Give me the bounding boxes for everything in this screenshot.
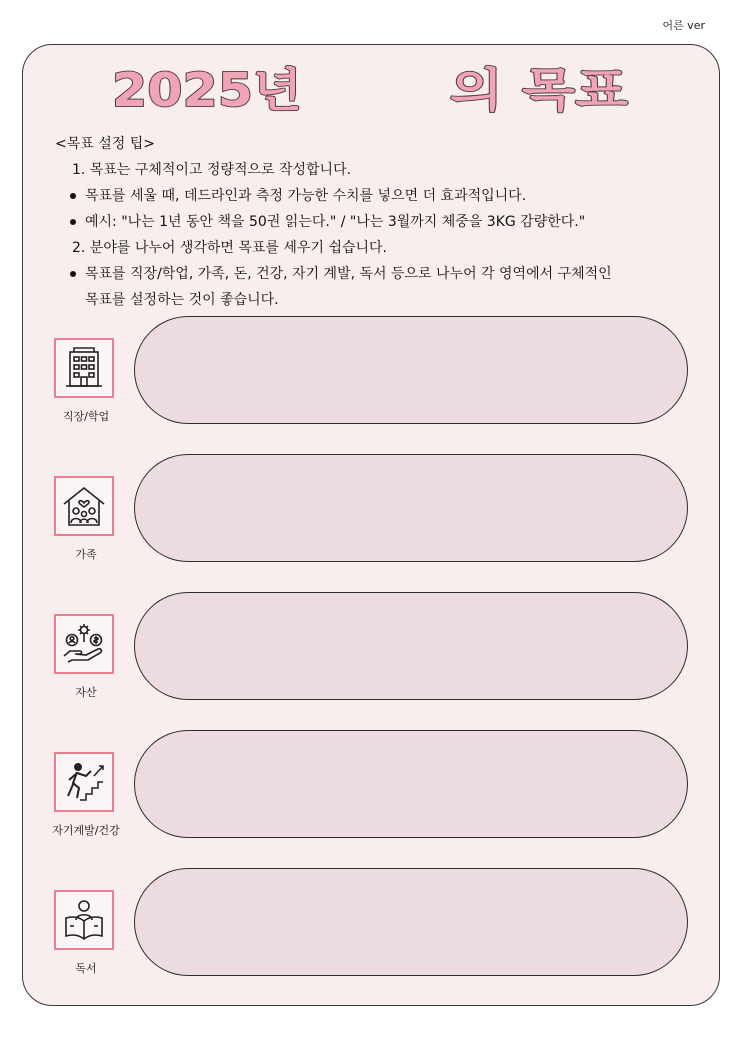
tips-heading: <목표 설정 팁> [55, 136, 155, 152]
title-goal: 의 목표 [450, 63, 629, 117]
goal-input-assets[interactable] [134, 592, 688, 700]
office-building-icon [54, 338, 114, 398]
category-label-assets: 자산 [75, 686, 97, 699]
tip-line: 1. 목표는 구체적이고 정량적으로 작성합니다. [72, 162, 352, 178]
category-label-family: 가족 [75, 548, 97, 561]
title-year: 2025년 [112, 63, 302, 117]
goal-input-family[interactable] [134, 454, 688, 562]
reading-book-icon [54, 890, 114, 950]
money-hand-icon [54, 614, 114, 674]
family-house-icon [54, 476, 114, 536]
version-label: 어른 ver [662, 19, 705, 32]
tip-line: 목표를 설정하는 것이 좋습니다. [85, 292, 279, 308]
climbing-stairs-icon [54, 752, 114, 812]
tip-line: 목표를 세울 때, 데드라인과 측정 가능한 수치를 넣으면 더 효과적입니다. [55, 183, 695, 209]
goal-input-work[interactable] [134, 316, 688, 424]
tip-line: 예시: "나는 1년 동안 책을 50권 읽는다." / "나는 3월까지 체중을 3KG 감량한다." [55, 209, 695, 235]
category-label-selfdev: 자기계발/건강 [52, 824, 120, 837]
tip-line: 2. 분야를 나누어 생각하면 목표를 세우기 쉽습니다. [72, 240, 387, 256]
goal-input-selfdev[interactable] [134, 730, 688, 838]
goal-tips [55, 131, 695, 313]
category-label-work: 직장/학업 [62, 410, 110, 423]
tip-line: 목표를 직장/학업, 가족, 돈, 건강, 자기 계발, 독서 등으로 나누어 각 영역에서 구체적인 [55, 261, 695, 287]
category-label-reading: 독서 [75, 962, 97, 975]
goal-input-reading[interactable] [134, 868, 688, 976]
page-title [0, 0, 743, 130]
